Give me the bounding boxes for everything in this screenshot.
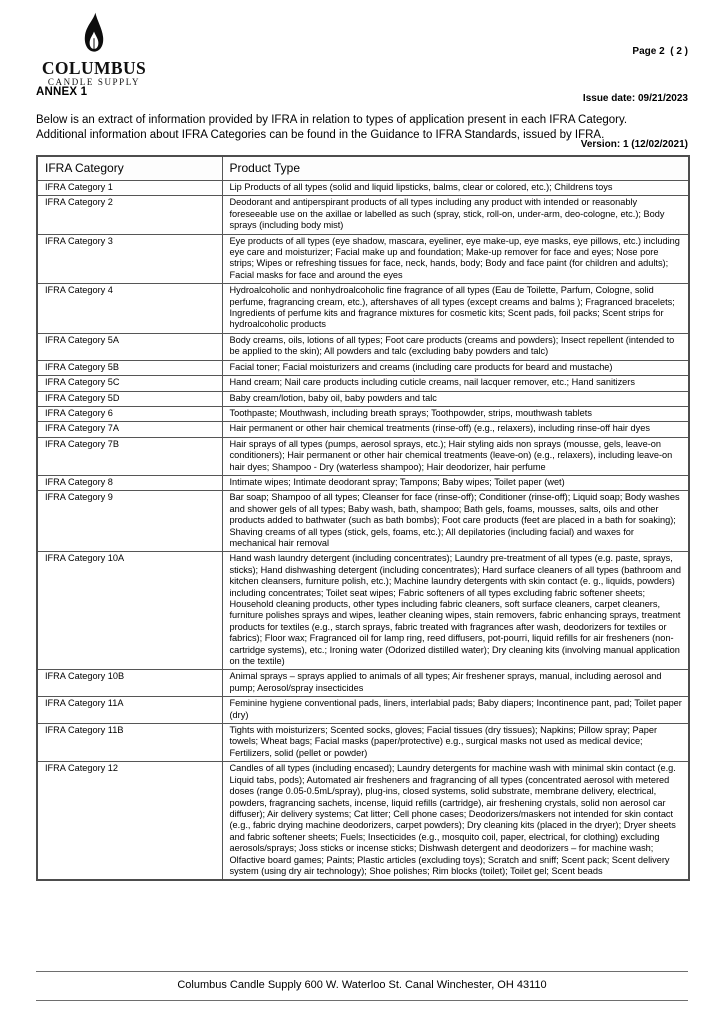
table-row (37, 376, 689, 391)
table-row (37, 552, 689, 670)
category-cell: IFRA Category 3 (37, 234, 222, 284)
table-row (37, 360, 689, 375)
category-cell: IFRA Category 5D (37, 391, 222, 406)
category-cell: IFRA Category 4 (37, 284, 222, 334)
table-row (37, 697, 689, 724)
table-row (37, 333, 689, 360)
table-row (37, 724, 689, 762)
category-cell: IFRA Category 6 (37, 406, 222, 421)
product-type-cell: Baby cream/lotion, baby oil, baby powders and talc (222, 391, 689, 406)
annex-title: ANNEX 1 (36, 86, 88, 98)
footer (36, 971, 688, 1001)
product-type-cell: Lip Products of all types (solid and liquid lipsticks, balms, clear or colored, etc.); Childrens toys (222, 181, 689, 196)
table-row (37, 491, 689, 552)
table-row (37, 422, 689, 437)
ifra-category-table (36, 155, 688, 881)
product-type-cell: Intimate wipes; Intimate deodorant spray; Tampons; Baby wipes; Toilet paper (wet) (222, 475, 689, 490)
table-row (37, 391, 689, 406)
table-row (37, 762, 689, 881)
intro-line-2: Additional information about IFRA Categories can be found in the Guidance to IFRA Standards, issued by IFRA. (36, 129, 605, 141)
category-cell: IFRA Category 2 (37, 196, 222, 234)
intro-paragraph (36, 113, 690, 143)
table-row (37, 181, 689, 196)
flame-icon (40, 12, 148, 59)
category-cell: IFRA Category 5B (37, 360, 222, 375)
product-type-cell: Eye products of all types (eye shadow, mascara, eyeliner, eye make-up, eye masks, eye pillows, etc.) including eye care and moisturizer; Facial make up and foundation; Make-up remover for face and eyes; Nose pore strips; Wipes or refreshing tissues for face, neck, hands, body; Body and face paint (for children and adults); Facial masks for face and around the eyes (222, 234, 689, 284)
intro-line-1: Below is an extract of information provided by IFRA in relation to types of application present in each IFRA Category. (36, 114, 628, 126)
product-type-cell: Feminine hygiene conventional pads, liners, interlabial pads; Baby diapers; Incontinence pant, pad; Toilet paper (dry) (222, 697, 689, 724)
page-number: Page 2 ( 2 ) (632, 46, 688, 57)
category-cell: IFRA Category 10A (37, 552, 222, 670)
category-cell: IFRA Category 11A (37, 697, 222, 724)
product-type-cell: Animal sprays – sprays applied to animals of all types; Air freshener sprays, manual, including aerosol and pump; Aerosol/spray insecticides (222, 670, 689, 697)
category-cell: IFRA Category 11B (37, 724, 222, 762)
table-row (37, 234, 689, 284)
category-cell: IFRA Category 8 (37, 475, 222, 490)
category-cell: IFRA Category 7A (37, 422, 222, 437)
category-cell: IFRA Category 7B (37, 437, 222, 475)
product-type-cell: Hair sprays of all types (pumps, aerosol sprays, etc.); Hair styling aids non sprays (mousse, gels, leave-on conditioners); Hair permanent or other hair chemical treatments (leave-on) (e.g., relaxers), including leave-on hair dyes; Shampoo - Dry (waterless shampoo); Hair deodorizer, hair perfume (222, 437, 689, 475)
table-row (37, 406, 689, 421)
category-cell: IFRA Category 12 (37, 762, 222, 881)
table-row (37, 437, 689, 475)
table-row (37, 670, 689, 697)
category-cell: IFRA Category 10B (37, 670, 222, 697)
category-cell: IFRA Category 5A (37, 333, 222, 360)
product-type-cell: Tights with moisturizers; Scented socks, gloves; Facial tissues (dry tissues); Napkins; Pillow spray; Paper towels; Wheat bags; Facial masks (paper/protective) e.g., surgical masks not used as medical device; Fertilizers, solid (pellet or powder) (222, 724, 689, 762)
column-header-category: IFRA Category (37, 156, 222, 181)
table-row (37, 196, 689, 234)
category-cell: IFRA Category 9 (37, 491, 222, 552)
footer-address: Columbus Candle Supply 600 W. Waterloo St. Canal Winchester, OH 43110 (177, 979, 547, 991)
product-type-cell: Hair permanent or other hair chemical treatments (rinse-off) (e.g., relaxers), including rinse-off hair dyes (222, 422, 689, 437)
company-logo (40, 12, 148, 88)
table-row (37, 475, 689, 490)
issue-date: Issue date: 09/21/2023 (582, 92, 688, 104)
product-type-cell: Body creams, oils, lotions of all types; Foot care products (creams and powders); Insect repellent (intended to be applied to the skin); All powders and talc (excluding baby powders and talc) (222, 333, 689, 360)
product-type-cell: Hand cream; Nail care products including cuticle creams, nail lacquer remover, etc.; Hand sanitizers (222, 376, 689, 391)
product-type-cell: Toothpaste; Mouthwash, including breath sprays; Toothpowder, strips, mouthwash tablets (222, 406, 689, 421)
product-type-cell: Hydroalcoholic and nonhydroalcoholic fine fragrance of all types (Eau de Toilette, Parfum, Cologne, solid perfume, fragrancing cream, etc.), aftershaves of all types (except creams and balms ); Fragranced bracelets; Ingredients of perfume kits and fragrance mixtures for cosmetic kits; Scent pads, foil packs; Scent strips for hydroalcoholic products (222, 284, 689, 334)
category-cell: IFRA Category 1 (37, 181, 222, 196)
product-type-cell: Bar soap; Shampoo of all types; Cleanser for face (rinse-off); Conditioner (rinse-off); Liquid soap; Body washes and shower gels of all types; Baby wash, bath, shampoo; Bath gels, foams, mousses, salts, oils and other products added to bathwater (such as bath bombs); Foot care products (feet are placed in a bath for soaking); Shaving creams of all types (stick, gels, foams, etc.); All depilatories (including facial) and waxes for mechanical hair removal (222, 491, 689, 552)
table-header-row (37, 156, 689, 181)
logo-wordmark: COLUMBUS (41, 58, 147, 78)
product-type-cell: Facial toner; Facial moisturizers and creams (including care products for beard and mustache) (222, 360, 689, 375)
version-line: Version: 1 (12/02/2021) (580, 139, 688, 150)
product-type-cell: Candles of all types (including encased); Laundry detergents for machine wash with minimal skin contact (e.g. Liquid tabs, pods); Automated air fresheners and fragrancing of all types (concentrated aerosol with metered doses (range 0.05-0.5mL/spray), plug-ins, closed systems, solid substrate, membrane delivery, electrical, powders, fragrancing sachets, incense, liquid refills (cartridge), air freshening crystals, solid non aerosol car diffuser); Air delivery systems; Cat litter; Cell phone cases; Deodorizers/maskers not intended for skin contact (e.g., fabric drying machine deodorizers, carpet powders); Dry cleaning kits (placed in the dryer); Dryer sheets and fabric softener sheets; Fuels; Insecticides (e.g., mosquito coil, paper, electrical, for clothing) excluding aerosols/sprays; Joss sticks or incense sticks; Dishwash detergent and deodorizers – for machine wash; Olfactive board games; Paints; Plastic articles (excluding toys); Scratch and sniff; Scent pack; Scent delivery system (using dry air technology); Shoe polishes; Rim blocks (toilet); Toilet gel; Scent beads (222, 762, 689, 881)
column-header-product-type: Product Type (222, 156, 689, 181)
logo-subtitle: CANDLE SUPPLY (47, 77, 141, 87)
table-row (37, 284, 689, 334)
product-type-cell: Hand wash laundry detergent (including concentrates); Laundry pre-treatment of all types (e.g. paste, sprays, sticks); Hand dishwashing detergent (including concentrates); Hard surface cleaners of all types (bathroom and kitchen cleansers, furniture polish, etc.); Machine laundry detergents with skin contact (e. g., liquids, powders) including concentrates; Toilet seat wipes; Fabric softeners of all types excluding fabric softener sheets; Household cleaning products, other types including fabric cleaners, soft surface cleaners, carpet cleaners, furniture polishes sprays and wipes, leather cleaning wipes, stain removers, fabric enhancing sprays, treatment products for textiles (e.g., starch sprays, fabric treated with fragrances after wash, deodorizers for textiles or fabrics); Floor wax; Fragranced oil for lamp ring, reed diffusers, pot-pourri, liquid refills for air fresheners (non-cartridge systems), etc.; Ironing water (Odorized distilled water); Dry cleaning kits (involving manual application on the textile) (222, 552, 689, 670)
product-type-cell: Deodorant and antiperspirant products of all types including any product with intended or reasonably foreseeable use on the axillae or labelled as such (spray, stick, roll-on, under-arm, deo-cologne, etc.); Body sprays (including body mist) (222, 196, 689, 234)
category-cell: IFRA Category 5C (37, 376, 222, 391)
